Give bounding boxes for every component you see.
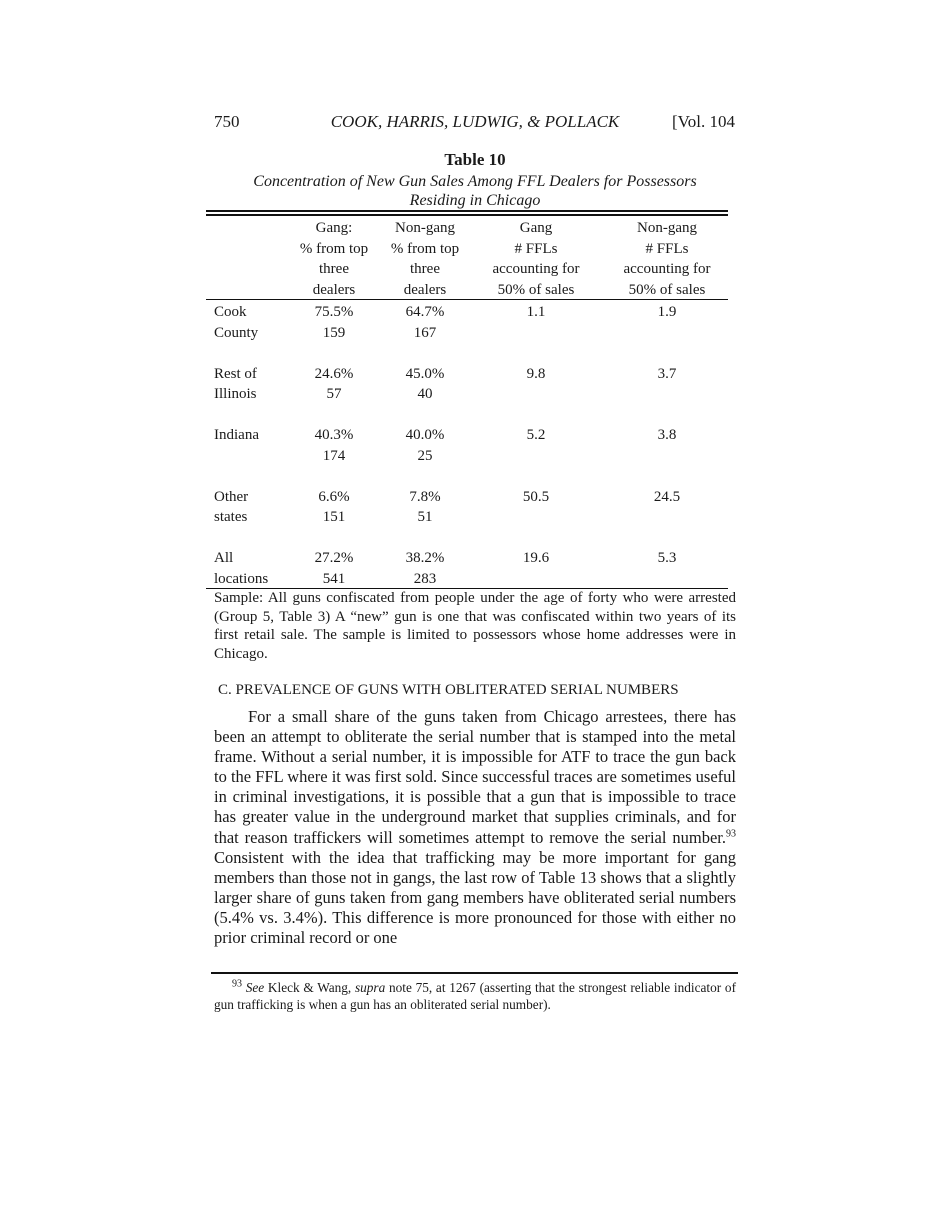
- footnote-text: note 75, at 1267 (asserting that the strongest reliable indicator of gun trafficking is when a gun has an obliterated serial number).: [214, 980, 736, 1012]
- table-row: [206, 569, 728, 590]
- volume-label: [Vol. 104: [672, 112, 735, 131]
- cell-gang-ffls: 1.1: [526, 304, 546, 320]
- footnote-reference[interactable]: 93: [726, 828, 736, 840]
- table-caption-line-1: Concentration of New Gun Sales Among FFL Dealers for Possessors: [253, 173, 697, 190]
- header-cell-gang-ffls: Gang # FFLs accounting for 50% of sales: [492, 220, 580, 298]
- cell-nongang-n: 25: [417, 447, 433, 464]
- footnote-author: Kleck & Wang,: [264, 980, 355, 995]
- header-cell-blank: [206, 218, 284, 300]
- table-row: [206, 548, 728, 569]
- table-header-row: [206, 218, 728, 300]
- cell-gang-n: 159: [322, 324, 346, 341]
- table-caption-line-2: Residing in Chicago: [409, 192, 541, 209]
- header-cell-nongang-ffls: Non-gang # FFLs accounting for 50% of sales: [623, 220, 711, 298]
- footnote-rule: [211, 972, 738, 974]
- table-row: [206, 425, 728, 446]
- table-note: Sample: All guns confiscated from people under the age of forty who were arrested (Group 5, Table 3) A “new” gun is one that was confiscated within two years of its first retail sale. The sample is limited to possessors whose home addresses were in Chicago.: [214, 590, 736, 662]
- cell-gang-ffls: 5.2: [526, 427, 546, 443]
- cell-gang-pct: 27.2%: [314, 550, 354, 566]
- row-label: [206, 446, 284, 467]
- table-row: [206, 487, 728, 508]
- cell-gang-pct: 6.6%: [318, 488, 350, 505]
- cell-nongang-ffls: 5.3: [657, 550, 677, 566]
- body-text-part-2: Consistent with the idea that trafficking may be more important for gang members than those not in gangs, the last row of Table 13 shows that a slightly larger share of guns taken from gang members have obliterated serial numbers (5.4% vs. 3.4%). This difference is more pronounced for those with either no prior criminal record or one: [214, 847, 736, 948]
- cell-nongang-pct: 38.2%: [405, 550, 445, 566]
- cell-nongang-pct: 64.7%: [405, 304, 445, 320]
- row-label: Rest of: [214, 365, 257, 382]
- cell-nongang-pct: 7.8%: [409, 488, 441, 505]
- table-row: [206, 446, 728, 467]
- header-cell-nongang-pct: Non-gang % from top three dealers: [390, 220, 460, 298]
- cell-nongang-ffls: 24.5: [653, 488, 681, 505]
- header-cell-gang-pct: Gang: % from top three dealers: [299, 220, 369, 298]
- cell-nongang-n: 51: [417, 509, 433, 525]
- cell-nongang-ffls: 3.7: [657, 365, 677, 382]
- body-text-part-1: For a small share of the guns taken from Chicago arrestees, there has been an attempt to obliterate the serial number that is stamped into the metal frame. Without a serial number, it is impossible for ATF to trace the gun back to the FFL where it was first sold. Since successful traces are sometimes useful in criminal investigations, it is possible that a gun that is impossible to trace has greater value in the underground market that supplies criminals, and for that reason traffickers will sometimes attempt to remove the serial number.: [214, 707, 736, 847]
- footnote-supra: supra: [354, 980, 386, 995]
- table-top-rule-inner: [206, 214, 728, 216]
- table-row: [206, 507, 728, 528]
- row-label: Other: [214, 488, 249, 505]
- row-label: All: [214, 550, 234, 566]
- table-row: [206, 384, 728, 405]
- cell-nongang-n: 40: [417, 386, 433, 402]
- cell-gang-pct: 75.5%: [314, 304, 354, 320]
- cell-nongang-ffls: 1.9: [657, 304, 677, 320]
- cell-nongang-n: 283: [413, 570, 437, 587]
- cell-gang-ffls: 9.8: [526, 365, 546, 382]
- cell-nongang-pct: 40.0%: [405, 427, 445, 443]
- cell-gang-pct: 24.6%: [314, 365, 354, 382]
- row-label: County: [214, 324, 259, 341]
- cell-gang-n: 57: [326, 386, 342, 402]
- footnote: [214, 979, 736, 1013]
- table-row: [206, 364, 728, 385]
- cell-gang-n: 541: [322, 570, 346, 587]
- cell-gang-n: 151: [322, 509, 346, 525]
- row-label: locations: [214, 570, 269, 587]
- body-paragraph: [214, 707, 736, 948]
- row-label: states: [214, 509, 248, 525]
- table-top-rule: [206, 210, 728, 212]
- table-row: [206, 323, 728, 344]
- row-label: Indiana: [214, 427, 259, 443]
- page-number: 750: [214, 112, 240, 131]
- footnote-number: 93: [232, 978, 242, 990]
- cell-gang-ffls: 50.5: [522, 488, 550, 505]
- section-heading: C. PREVALENCE OF GUNS WITH OBLITERATED SERIAL NUMBERS: [218, 682, 679, 698]
- row-label: Cook: [214, 304, 247, 320]
- data-table: [206, 218, 728, 589]
- cell-nongang-ffls: 3.8: [657, 427, 677, 443]
- cell-gang-ffls: 19.6: [522, 550, 550, 566]
- cell-nongang-n: 167: [413, 324, 437, 341]
- cell-gang-n: 174: [322, 447, 346, 464]
- cell-nongang-pct: 45.0%: [405, 365, 445, 382]
- footnote-signal: See: [245, 980, 265, 995]
- cell-gang-pct: 40.3%: [314, 427, 354, 443]
- table-row: [206, 300, 728, 323]
- table-title: Table 10: [444, 150, 506, 169]
- row-label: Illinois: [214, 386, 257, 402]
- running-title: COOK, HARRIS, LUDWIG, & POLLACK: [330, 112, 620, 131]
